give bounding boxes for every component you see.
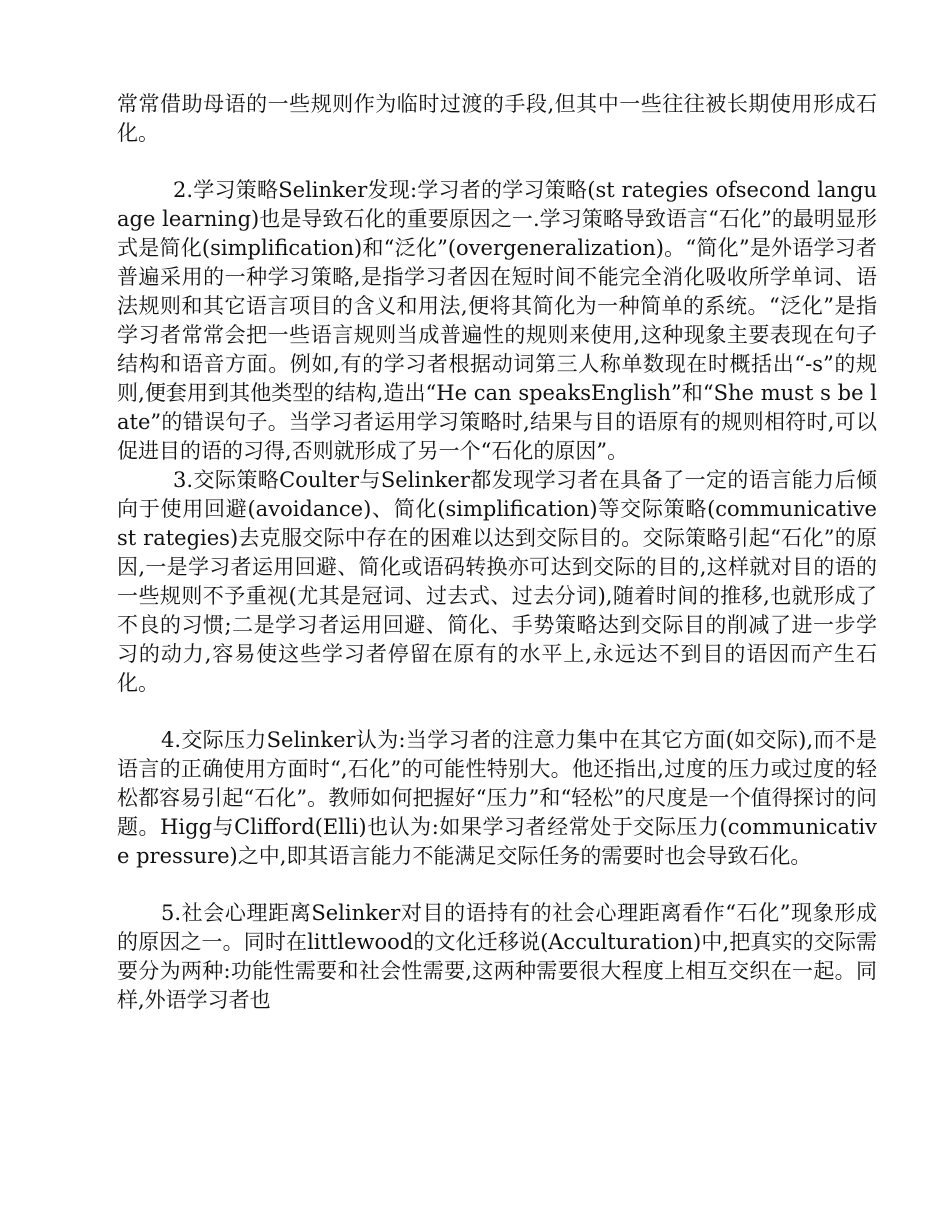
paragraph-spacer bbox=[117, 698, 877, 726]
document-page bbox=[117, 90, 877, 1015]
paragraph-5-social-distance: 5.社会心理距离Selinker对目的语持有的社会心理距离看作“石化”现象形成的原因之一。同时在littlewood的文化迁移说(Acculturation)中,把真实的交际需要分为两种:功能性需要和社会性需要,这两种需要很大程度上相互交织在一起。同样,外语学习者也 bbox=[117, 901, 877, 1012]
paragraph-1: 常常借助母语的一些规则作为临时过渡的手段,但其中一些往往被长期使用形成石化。 bbox=[117, 92, 877, 145]
paragraph-spacer bbox=[117, 871, 877, 899]
paragraph-4-communicative-pressure: 4.交际压力Selinker认为:当学习者的注意力集中在其它方面(如交际),而不是语言的正确使用方面时“,石化”的可能性特别大。他还指出,过度的压力或过度的轻松都容易引起“石化”。教师如何把握好“压力”和“轻松”的尺度是一个值得探讨的问题。Higg与Clifford(Elli)也认为:如果学习者经常处于交际压力(communicative pressure)之中,即其语言能力不能满足交际任务的需要时也会导致石化。 bbox=[117, 728, 877, 868]
paragraph-2-learning-strategy: 2.学习策略Selinker发现:学习者的学习策略(st rategies ofsecond language learning)也是导致石化的重要原因之一.学习策略导致语言“石化”的最明显形式是简化(simplification)和“泛化”(overgeneralization)。“简化”是外语学习者普遍采用的一种学习策略,是指学习者因在短时间不能完全消化吸收所学单词、语法规则和其它语言项目的含义和用法,便将其简化为一种简单的系统。“泛化”是指学习者常常会把一些语言规则当成普遍性的规则来使用,这种现象主要表现在句子结构和语音方面。例如,有的学习者根据动词第三人称单数现在时概括出“-s”的规则,便套用到其他类型的结构,造出“He can speaksEnglish”和“She must s be late”的错误句子。当学习者运用学习策略时,结果与目的语原有的规则相符时,可以促进目的语的习得,否则就形成了另一个“石化的原因”。 bbox=[117, 178, 877, 463]
paragraph-spacer bbox=[117, 148, 877, 176]
paragraph-3-communication-strategy: 3.交际策略Coulter与Selinker都发现学习者在具备了一定的语言能力后倾向于使用回避(avoidance)、简化(simplification)等交际策略(communicative st rategies)去克服交际中存在的困难以达到交际目的。交际策略引起“石化”的原因,一是学习者运用回避、简化或语码转换亦可达到交际的目的,这样就对目的语的一些规则不予重视(尤其是冠词、过去式、过去分词),随着时间的推移,也就形成了不良的习惯;二是学习者运用回避、简化、手势策略达到交际目的削减了进一步学习的动力,容易使这些学习者停留在原有的水平上,永远达不到目的语因而产生石化。 bbox=[117, 468, 877, 695]
